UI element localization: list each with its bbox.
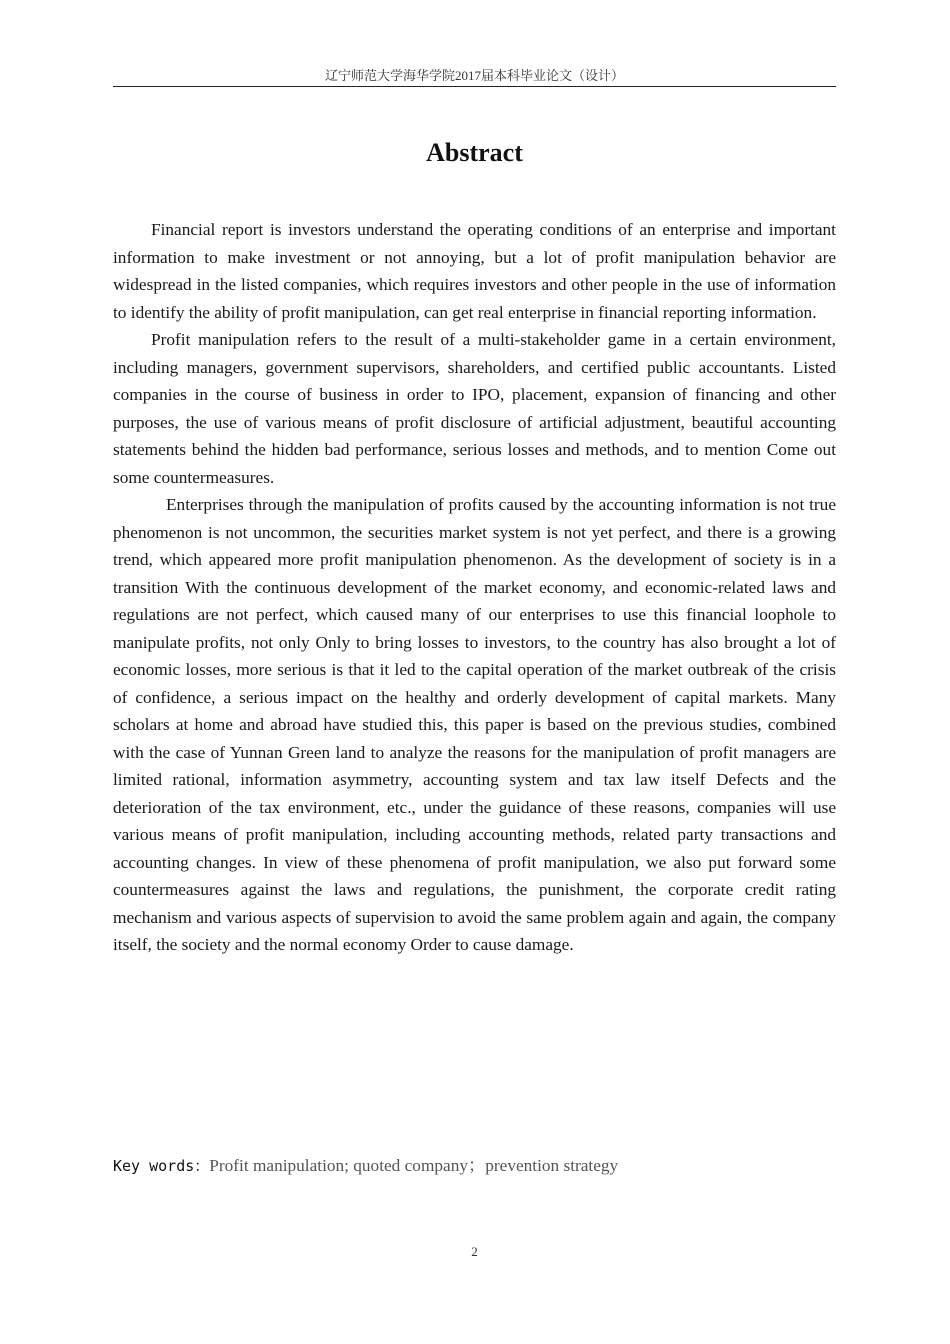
abstract-paragraph-2: Profit manipulation refers to the result of a multi-stakeholder game in a certain environment, including managers, government supervisors, shareholders, and certified public accountants. Listed companies in the course of business in order to IPO, placement, expansion of financing and other purposes, the use of various means of profit disclosure of artificial adjustment, beautiful accounting statements behind the hidden bad performance, serious losses and methods, and to mention Come out some countermeasures. bbox=[113, 330, 836, 487]
header-rule bbox=[113, 86, 836, 87]
page-title: Abstract bbox=[426, 138, 523, 167]
abstract-paragraph-3: Enterprises through the manipulation of profits caused by the accounting information is not true phenomenon is not uncommon, the securities market system is not yet perfect, and there is a growing trend, which appeared more profit manipulation phenomenon. As the development of society is in a transition With the continuous development of the market economy, and economic-related laws and regulations are not perfect, which caused many of our enterprises to use this financial loophole to manipulate profits, not only Only to bring losses to investors, to the country has also brought a lot of economic losses, more serious is that it led to the capital operation of the market outbreak of the crisis of confidence, a serious impact on the healthy and orderly development of capital markets. Many scholars at home and abroad have studied this, this paper is based on the previous studies, combined with the case of Yunnan Green land to analyze the reasons for the manipulation of profit managers are limited rational, information asymmetry, accounting system and tax law itself Defects and the deterioration of the tax environment, etc., under the guidance of these reasons, companies will use various means of profit manipulation, including accounting methods, related party transactions and accounting changes. In view of these phenomena of profit manipulation, we also put forward some countermeasures against the laws and regulations, the punishment, the corporate credit rating mechanism and various aspects of supervision to avoid the same problem again and again, the company itself, the society and the normal economy Order to cause damage. bbox=[113, 495, 836, 954]
running-header: 辽宁师范大学海华学院2017届本科毕业论文（设计） bbox=[324, 68, 624, 83]
abstract-paragraph-1: Financial report is investors understand the operating conditions of an enterprise and important information to make investment or not annoying, but a lot of profit manipulation behavior are widespread in the listed companies, which requires investors and other people in the use of information to identify the ability of profit manipulation, can get real enterprise in financial reporting information. bbox=[113, 220, 836, 322]
keywords-line bbox=[113, 1154, 836, 1178]
page-number: 2 bbox=[471, 1244, 478, 1259]
keywords-label: Key words： bbox=[113, 1157, 210, 1175]
keywords-value: Profit manipulation; quoted company；prevention strategy bbox=[209, 1156, 619, 1175]
abstract-body bbox=[113, 216, 836, 959]
